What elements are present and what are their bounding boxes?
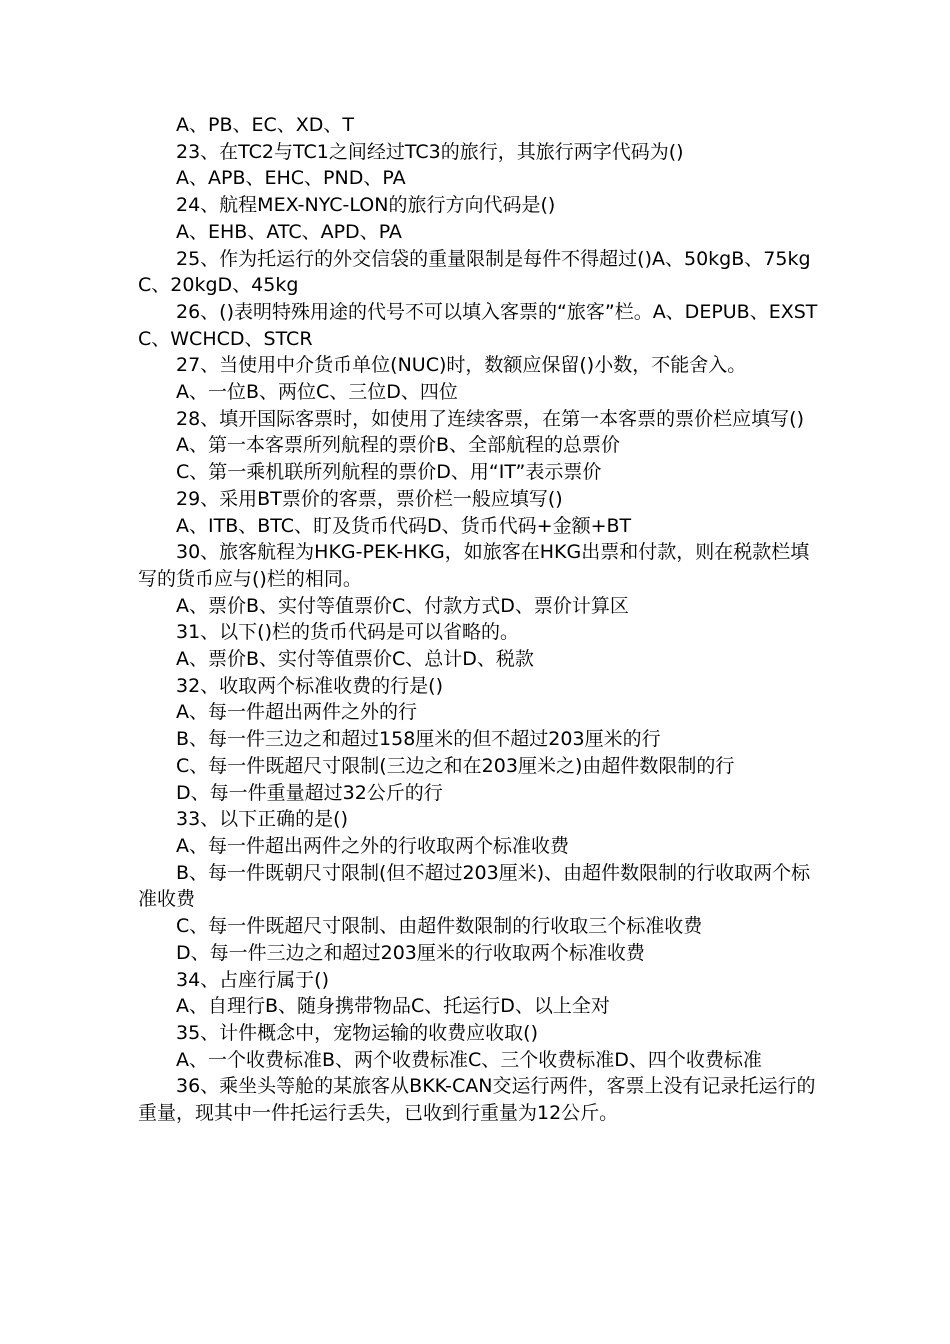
option-33-b: B、每一件既朝尺寸限制(但不超过203厘米)、由超件数限制的行收取两个标准收费 xyxy=(138,861,811,911)
document-body xyxy=(138,112,818,1127)
question-29: 29、采用BT票价的客票，票价栏一般应填写() xyxy=(176,487,563,510)
question-34: 34、占座行属于() xyxy=(176,968,330,991)
question-36: 36、乘坐头等舱的某旅客从BKK-CAN交运行两件，客票上没有记录托运行的重量，现其中一件托运行丢失，已收到行重量为12公斤。 xyxy=(138,1075,816,1125)
question-27: 27、当使用中介货币单位(NUC)时，数额应保留()小数，不能舍入。 xyxy=(176,354,747,377)
options-27: A、一位B、两位C、三位D、四位 xyxy=(176,381,458,404)
option-33-c: C、每一件既超尺寸限制、由超件数限制的行收取三个标准收费 xyxy=(176,915,703,938)
options-35: A、一个收费标准B、两个收费标准C、三个收费标准D、四个收费标准 xyxy=(176,1048,762,1071)
options-30: A、票价B、实付等值票价C、付款方式D、票价计算区 xyxy=(176,594,629,617)
options-31: A、票价B、实付等值票价C、总计D、税款 xyxy=(176,648,534,671)
option-32-a: A、每一件超出两件之外的行 xyxy=(176,701,417,724)
question-23: 23、在TC2与TC1之间经过TC3的旅行，其旅行两字代码为() xyxy=(176,140,684,163)
options-23: A、APB、EHC、PND、PA xyxy=(176,167,406,190)
option-33-a: A、每一件超出两件之外的行收取两个标准收费 xyxy=(176,834,569,857)
question-26: 26、()表明特殊用途的代号不可以填入客票的“旅客”栏。A、DEPUB、EXSTC、WCHCD、STCR xyxy=(138,300,818,350)
options-28-ab: A、第一本客票所列航程的票价B、全部航程的总票价 xyxy=(176,434,621,457)
question-24: 24、航程MEX-NYC-LON的旅行方向代码是() xyxy=(176,194,556,217)
option-32-d: D、每一件重量超过32公斤的行 xyxy=(176,781,443,804)
question-25: 25、作为托运行的外交信袋的重量限制是每件不得超过()A、50kgB、75kgC、20kgD、45kg xyxy=(138,247,811,297)
options-29: A、ITB、BTC、盯及货币代码D、货币代码+金额+BT xyxy=(176,514,632,537)
text-line-1: A、PB、EC、XD、T xyxy=(176,114,355,136)
question-28: 28、填开国际客票时，如使用了连续客票，在第一本客票的票价栏应填写() xyxy=(176,407,805,430)
option-33-d: D、每一件三边之和超过203厘米的行收取两个标准收费 xyxy=(176,941,645,964)
option-32-b: B、每一件三边之和超过158厘米的但不超过203厘米的行 xyxy=(176,728,661,751)
question-33: 33、以下正确的是() xyxy=(176,808,349,831)
options-24: A、EHB、ATC、APD、PA xyxy=(176,220,402,243)
question-31: 31、以下()栏的货币代码是可以省略的。 xyxy=(176,621,520,644)
question-30: 30、旅客航程为HKG-PEK-HKG，如旅客在HKG出票和付款，则在税款栏填写的货币应与()栏的相同。 xyxy=(138,541,810,590)
question-32: 32、收取两个标准收费的行是() xyxy=(176,674,444,697)
options-34: A、自理行B、随身携带物品C、托运行D、以上全对 xyxy=(176,995,610,1018)
options-28-cd: C、第一乘机联所列航程的票价D、用“IT”表示票价 xyxy=(176,461,602,484)
question-35: 35、计件概念中，宠物运输的收费应收取() xyxy=(176,1021,539,1044)
option-32-c: C、每一件既超尺寸限制(三边之和在203厘米之)由超件数限制的行 xyxy=(176,754,735,777)
